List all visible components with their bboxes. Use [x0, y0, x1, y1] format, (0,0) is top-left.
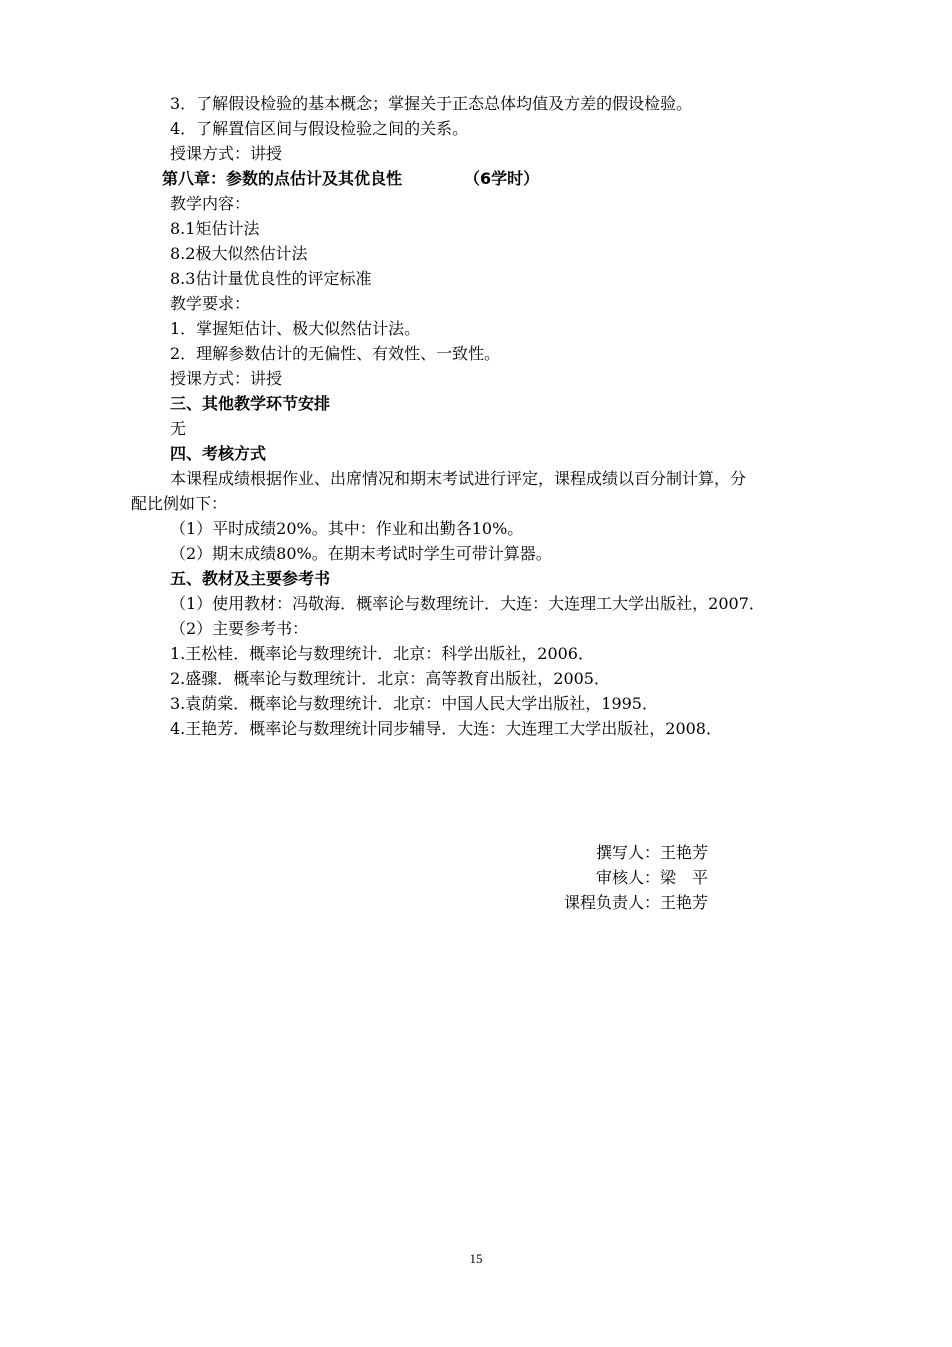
reference-item: 3.袁荫棠．概率论与数理统计．北京：中国人民大学出版社，1995．: [170, 694, 658, 713]
chapter-8-title: 第八章：参数的点估计及其优良性: [162, 169, 403, 188]
references-label: （2）主要参考书：: [170, 619, 309, 638]
teaching-method: 授课方式：讲授: [170, 369, 283, 388]
section-4-heading: 四、考核方式: [170, 444, 267, 463]
signature-course-leader: 课程负责人：王艳芳: [563, 893, 708, 912]
assessment-item: （1）平时成绩20%。其中：作业和出勤各10%。: [170, 519, 524, 538]
reference-item: 4.王艳芳．概率论与数理统计同步辅导．大连：大连理工大学出版社，2008．: [170, 719, 722, 738]
requirements-label: 教学要求：: [170, 294, 251, 313]
reference-item: 1.王松桂．概率论与数理统计．北京：科学出版社，2006．: [170, 644, 594, 663]
requirement-item-3: 3．了解假设检验的基本概念；掌握关于正态总体均值及方差的假设检验。: [170, 94, 693, 113]
textbook-entry: （1）使用教材：冯敬海．概率论与数理统计．大连：大连理工大学出版社，2007．: [170, 594, 765, 613]
reference-item: 2.盛骤．概率论与数理统计．北京：高等教育出版社，2005．: [170, 669, 610, 688]
signature-reviewer: 审核人：梁 平: [595, 868, 708, 887]
assessment-paragraph-line-2: 配比例如下：: [131, 494, 228, 513]
section-5-heading: 五、教材及主要参考书: [170, 569, 331, 588]
requirement-item: 1．掌握矩估计、极大似然估计法。: [170, 319, 421, 338]
content-item: 8.1矩估计法: [170, 219, 260, 238]
chapter-8-hours: （6学时）: [464, 169, 540, 188]
assessment-item: （2）期末成绩80%。在期末考试时学生可带计算器。: [170, 544, 552, 563]
requirement-item-4: 4．了解置信区间与假设检验之间的关系。: [170, 119, 469, 138]
content-item: 8.2极大似然估计法: [170, 244, 308, 263]
section-3-heading: 三、其他教学环节安排: [170, 394, 331, 413]
content-label: 教学内容：: [170, 194, 251, 213]
assessment-paragraph-line-1: 本课程成绩根据作业、出席情况和期末考试进行评定，课程成绩以百分制计算，分: [170, 469, 747, 488]
requirement-item: 2．理解参数估计的无偏性、有效性、一致性。: [170, 344, 501, 363]
signature-author: 撰写人：王艳芳: [595, 843, 708, 862]
chapter-8-heading: [162, 169, 539, 191]
section-3-body: 无: [170, 419, 187, 438]
content-item: 8.3估计量优良性的评定标准: [170, 269, 372, 288]
page-number: 15: [469, 1251, 483, 1266]
teaching-method: 授课方式：讲授: [170, 144, 283, 163]
